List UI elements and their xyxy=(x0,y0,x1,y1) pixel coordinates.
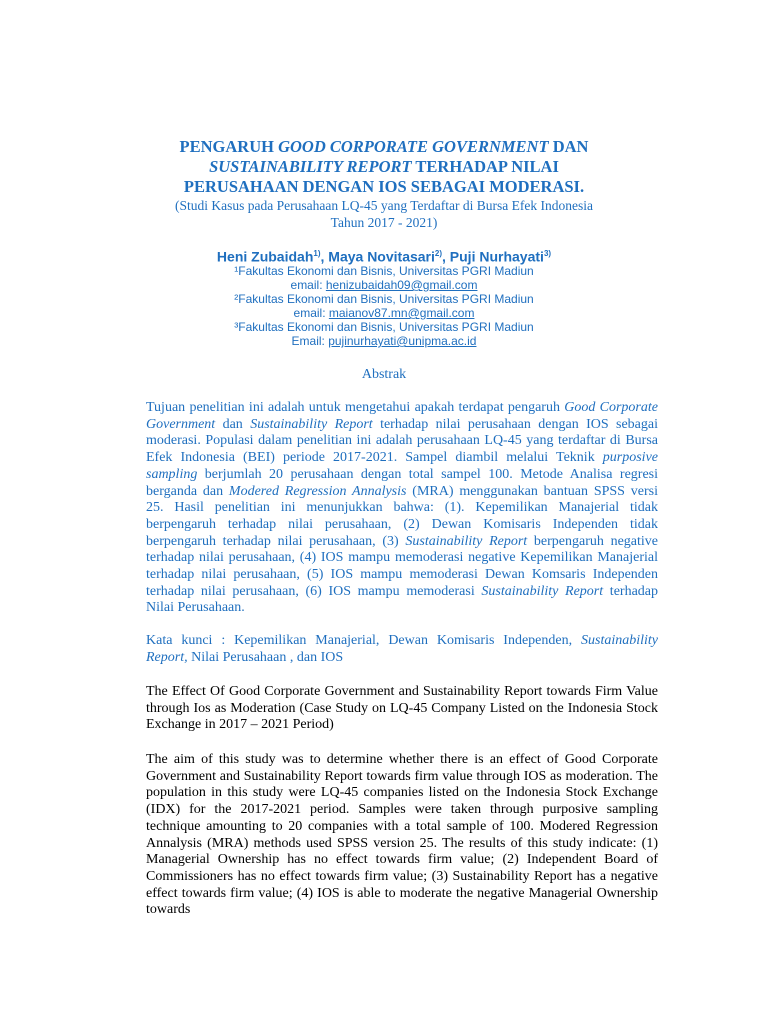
subtitle-line-1: (Studi Kasus pada Perusahaan LQ-45 yang Terdaftar di Bursa Efek Indonesia xyxy=(175,198,593,213)
title-line-1: PENGARUH GOOD CORPORATE GOVERNMENT DAN xyxy=(179,137,589,156)
email-link[interactable]: henizubaidah09@gmail.com xyxy=(325,278,478,292)
email-link[interactable]: maianov87.mn@gmail.com xyxy=(328,306,475,320)
author-superscript: 3) xyxy=(543,249,552,258)
title-line-2: SUSTAINABILITY REPORT TERHADAP NILAI xyxy=(209,157,559,176)
author-name: Heni Zubaidah xyxy=(216,248,314,265)
abstract-heading: Abstrak xyxy=(361,367,407,382)
abstract-indonesian: Tujuan penelitian ini adalah untuk mengetahui apakah terdapat pengaruh Good Corporate Government dan Sustainability Report terhadap nilai perusahaan dengan IOS sebagai moderasi. Populasi dalam penelitian ini adalah perusahaan LQ-45 yang terdaftar di Bursa Efek Indonesia (BEI) periode 2017-2021. Sampel diambil melalui Teknik purposive sampling berjumlah 20 perusahaan dengan total sampel 100. Metode Analisa regresi berganda dan Modered Regression Annalysis (MRA) menggunakan bantuan SPSS versi 25. Hasil penelitian ini menunjukkan bahwa: (1). Kepemilikan Manajerial tidak berpengaruh terhadap nilai perusahaan, (2) Dewan Komisaris Independen tidak berpengaruh terhadap nilai perusahaan, (3) Sustainability Report berpengaruh negative terhadap nilai perusahaan, (4) IOS mampu memoderasi negative Kepemilikan Manajerial terhadap nilai perusahaan, (5) IOS mampu memoderasi Dewan Komsaris Independen terhadap nilai perusahaan, (6) IOS mampu memoderasi Sustainability Report terhadap Nilai Perusahaan. xyxy=(146,400,659,616)
author-superscript: 2) xyxy=(434,249,443,258)
affiliation-institution: ¹Fakultas Ekonomi dan Bisnis, Universitas PGRI Madiun xyxy=(234,264,534,278)
author-name: Maya Novitasari xyxy=(328,248,435,265)
english-abstract: The aim of this study was to determine whether there is an effect of Good Corporate Government and Sustainability Report towards firm value through IOS as moderation. The population in this study were LQ-45 companies listed on the Indonesia Stock Exchange (IDX) for the 2017-2021 period. Samples were taken through purposive sampling technique amounting to 20 companies with a total sample of 100. Modered Regression Annalysis (MRA) methods used SPSS version 25. The results of this study indicate: (1) Managerial Ownership has no effect towards firm value; (2) Independent Board of Commissioners has no effect towards firm value; (3) Sustainability Report has a negative effect towards firm value; (4) IOS is able to moderate the negative Managerial Ownership towards xyxy=(146,752,658,918)
title-line-3: PERUSAHAAN DENGAN IOS SEBAGAI MODERASI. xyxy=(183,177,585,196)
title-italic-gcg: GOOD CORPORATE GOVERNMENT xyxy=(278,137,549,156)
title-italic-sr: SUSTAINABILITY REPORT xyxy=(209,157,412,176)
paper-subtitle xyxy=(120,197,648,231)
author-superscript: 1) xyxy=(313,249,321,258)
affiliation-email-line: email: maianov87.mn@gmail.com xyxy=(293,306,475,320)
affiliation-institution: ²Fakultas Ekonomi dan Bisnis, Universitas PGRI Madiun xyxy=(234,292,534,306)
author-list: Heni Zubaidah$^{1)}$, Maya Novitasari$^{2)}$, Puji Nurhayati$^{3)}$ xyxy=(216,248,552,265)
affiliation-institution: ³Fakultas Ekonomi dan Bisnis, Universitas PGRI Madiun xyxy=(234,320,534,334)
affiliation-email-line: Email: pujinurhayati@unipma.ac.id xyxy=(291,334,477,348)
email-link[interactable]: pujinurhayati@unipma.ac.id xyxy=(328,334,477,348)
author-name: Puji Nurhayati xyxy=(449,248,544,265)
affiliation-3 xyxy=(120,320,648,348)
english-title: The Effect Of Good Corporate Government and Sustainability Report towards Firm Value through Ios as Moderation (Case Study on LQ-45 Company Listed on the Indonesia Stock Exchange in 2017 – 2021 Period) xyxy=(146,684,658,733)
subtitle-line-2: Tahun 2017 - 2021) xyxy=(330,215,438,230)
affiliation-1 xyxy=(120,264,648,292)
keywords: Kata kunci : Kepemilikan Manajerial, Dewan Komisaris Independen, Sustainability Report, Nilai Perusahaan , dan IOS xyxy=(146,633,658,665)
affiliation-email-line: email: henizubaidah09@gmail.com xyxy=(290,278,478,292)
affiliation-2 xyxy=(120,292,648,320)
paper-title xyxy=(120,137,648,197)
